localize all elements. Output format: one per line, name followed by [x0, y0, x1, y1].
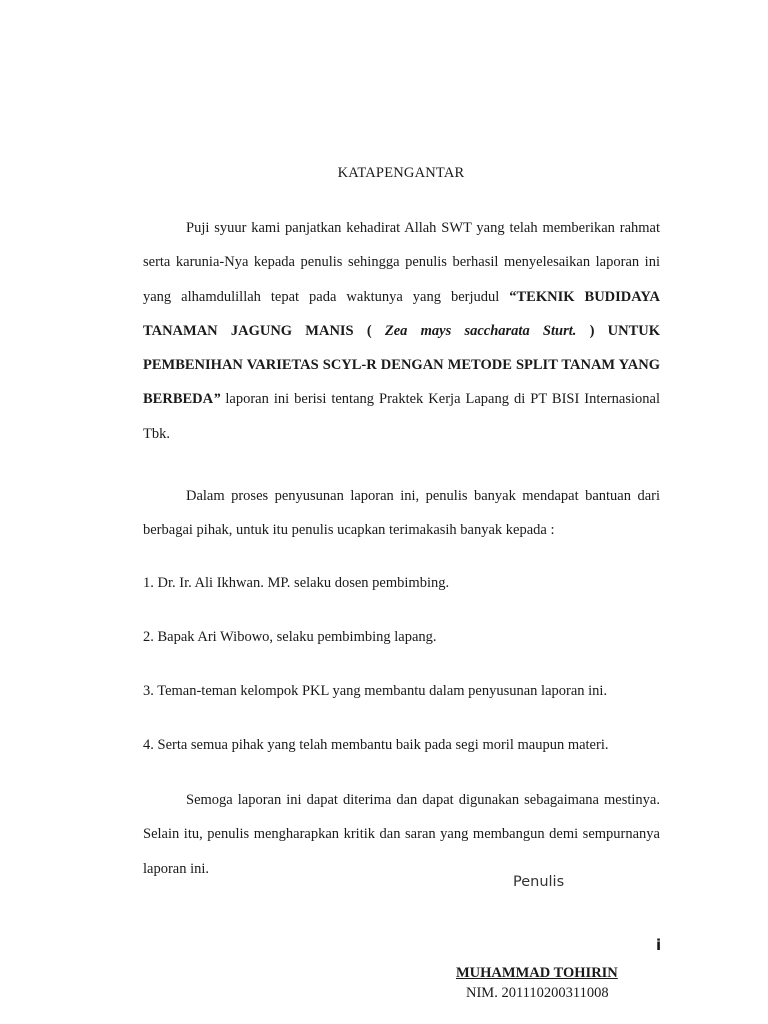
- acknowledgement-text: Dalam proses penyusunan laporan ini, penulis banyak mendapat bantuan dari berbagai pihak, untuk itu penulis ucapkan terimakasih banyak kepada :: [143, 488, 660, 539]
- closing-text: Semoga laporan ini dapat diterima dan dapat digunakan sebagaimana mestinya. Selain itu, penulis mengharapkan kritik dan saran yang membangun demi sempurnanya laporan ini.: [143, 792, 660, 877]
- intro-text-start: Puji syuur kami panjatkan kehadirat Allah SWT yang telah memberikan rahmat serta karunia-Nya kepada penulis sehingga penulis berhasil menyelesaikan laporan ini yang alhamdulillah tepat pada waktunya yang berjudul: [143, 220, 660, 305]
- paragraph-intro: [143, 211, 660, 451]
- list-item: 4. Serta semua pihak yang telah membantu baik pada segi moril maupun materi.: [143, 737, 609, 753]
- list-item: 1. Dr. Ir. Ali Ikhwan. MP. selaku dosen pembimbing.: [143, 575, 450, 591]
- report-title-close-quote: ”: [213, 391, 221, 408]
- intro-text-end: laporan ini berisi tentang Praktek Kerja Lapang di PT BISI Internasional Tbk.: [143, 391, 660, 442]
- list-item: 2. Bapak Ari Wibowo, selaku pembimbing lapang.: [143, 629, 437, 645]
- report-title-end: ) UNTUK PEMBENIHAN VARIETAS SCYL-R DENGAN METODE SPLIT TANAM YANG BERBEDA: [143, 322, 660, 408]
- paragraph-closing: [143, 783, 660, 886]
- page-title: KATAPENGANTAR: [337, 165, 465, 181]
- signature-nim: NIM. 201110200311008: [466, 985, 609, 1001]
- scientific-name: Zea mays saccharata Sturt.: [384, 322, 577, 339]
- paragraph-acknowledgement: [143, 479, 660, 548]
- author-label: Penulis: [513, 874, 565, 890]
- signature-name: MUHAMMAD TOHIRIN: [456, 965, 618, 981]
- report-title-start: “TEKNIK BUDIDAYA TANAMAN JAGUNG MANIS (: [143, 288, 660, 339]
- page-number: i: [656, 936, 662, 954]
- list-item: 3. Teman-teman kelompok PKL yang membantu dalam penyusunan laporan ini.: [143, 683, 608, 699]
